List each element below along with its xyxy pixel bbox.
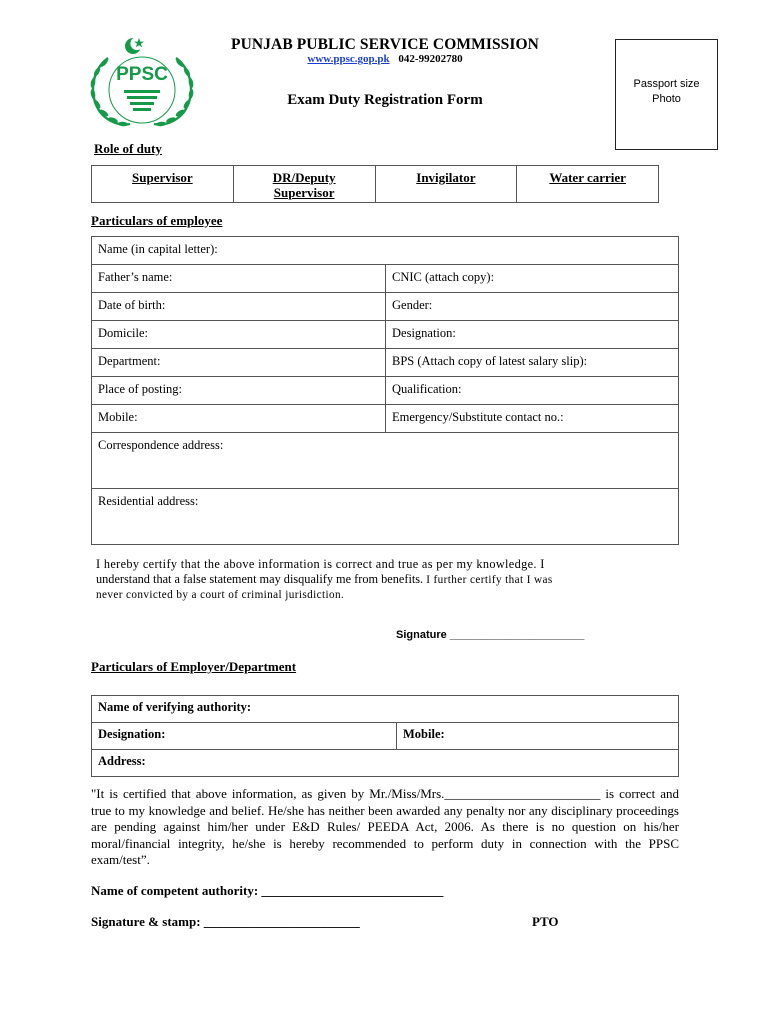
cert-line-3: never convicted by a court of criminal jurisdiction. <box>96 589 345 601</box>
qualification-field[interactable]: Qualification: <box>386 377 679 405</box>
employee-table <box>91 236 679 545</box>
contact-line <box>200 53 570 65</box>
bps-field[interactable]: BPS (Attach copy of latest salary slip): <box>386 349 679 377</box>
pto-label: PTO <box>532 914 559 929</box>
employee-certification <box>96 557 674 603</box>
posting-field[interactable]: Place of posting: <box>92 377 386 405</box>
father-name-field[interactable]: Father’s name: <box>92 265 386 293</box>
competent-authority-line[interactable]: Name of competent authority: ____________________________ <box>91 883 444 898</box>
role-water-carrier[interactable]: Water carrier <box>517 166 659 203</box>
role-supervisor[interactable]: Supervisor <box>92 166 234 203</box>
role-invigilator[interactable]: Invigilator <box>375 166 517 203</box>
photo-label-line2: Photo <box>652 93 681 105</box>
role-table <box>91 165 659 203</box>
employer-table <box>91 695 679 777</box>
department-field[interactable]: Department: <box>92 349 386 377</box>
residential-address-field[interactable]: Residential address: <box>92 489 679 545</box>
cert-line-2a: understand that a false statement may disqualify me from benefits. <box>96 572 424 586</box>
cert-line-2b: I further certify that I was <box>426 574 553 586</box>
employee-heading: Particulars of employee <box>91 213 223 228</box>
cnic-field[interactable]: CNIC (attach copy): <box>386 265 679 293</box>
form-title: Exam Duty Registration Form <box>287 92 483 108</box>
employer-address-field[interactable]: Address: <box>92 750 679 777</box>
verifying-authority-field[interactable]: Name of verifying authority: <box>92 696 679 723</box>
org-name: PUNJAB PUBLIC SERVICE COMMISSION <box>231 36 539 53</box>
emergency-contact-field[interactable]: Emergency/Substitute contact no.: <box>386 405 679 433</box>
correspondence-address-field[interactable]: Correspondence address: <box>92 433 679 489</box>
designation-field[interactable]: Designation: <box>386 321 679 349</box>
logo-text: PPSC <box>116 64 168 85</box>
employer-designation-field[interactable]: Designation: <box>92 723 397 750</box>
gender-field[interactable]: Gender: <box>386 293 679 321</box>
dob-field[interactable]: Date of birth: <box>92 293 386 321</box>
role-of-duty-heading: Role of duty <box>94 141 162 156</box>
domicile-field[interactable]: Domicile: <box>92 321 386 349</box>
cert-line-1: I hereby certify that the above information is correct and true as per my knowledge. I <box>96 557 545 571</box>
passport-photo-box <box>615 39 718 150</box>
website-link[interactable]: www.ppsc.gop.pk <box>307 53 390 65</box>
employer-heading: Particulars of Employer/Department <box>91 659 297 674</box>
employee-signature-line[interactable]: Signature ______________________ <box>396 629 585 641</box>
ppsc-logo <box>82 36 202 130</box>
name-field[interactable]: Name (in capital letter): <box>92 237 679 265</box>
mobile-field[interactable]: Mobile: <box>92 405 386 433</box>
photo-label-line1: Passport size <box>633 78 700 90</box>
phone-number: 042-99202780 <box>398 53 463 65</box>
employer-certificate-text: "It is certified that above information, as given by Mr./Miss/Mrs.________________________ is correct and true to my knowledge and belief. He/she has neither been awarded any penalty nor any disciplinary proceedings are pending against him/her under E&D Rules/ PEEDA Act, 2006. As there is no question on his/her moral/financial integrity, he/she is hereby recommended to perform duty in connection with the PPSC exam/test”. <box>91 786 679 867</box>
employer-mobile-field[interactable]: Mobile: <box>397 723 679 750</box>
role-dr-deputy-supervisor[interactable]: DR/Deputy Supervisor <box>233 166 375 203</box>
signature-stamp-line[interactable]: Signature & stamp: ________________________ <box>91 914 360 929</box>
